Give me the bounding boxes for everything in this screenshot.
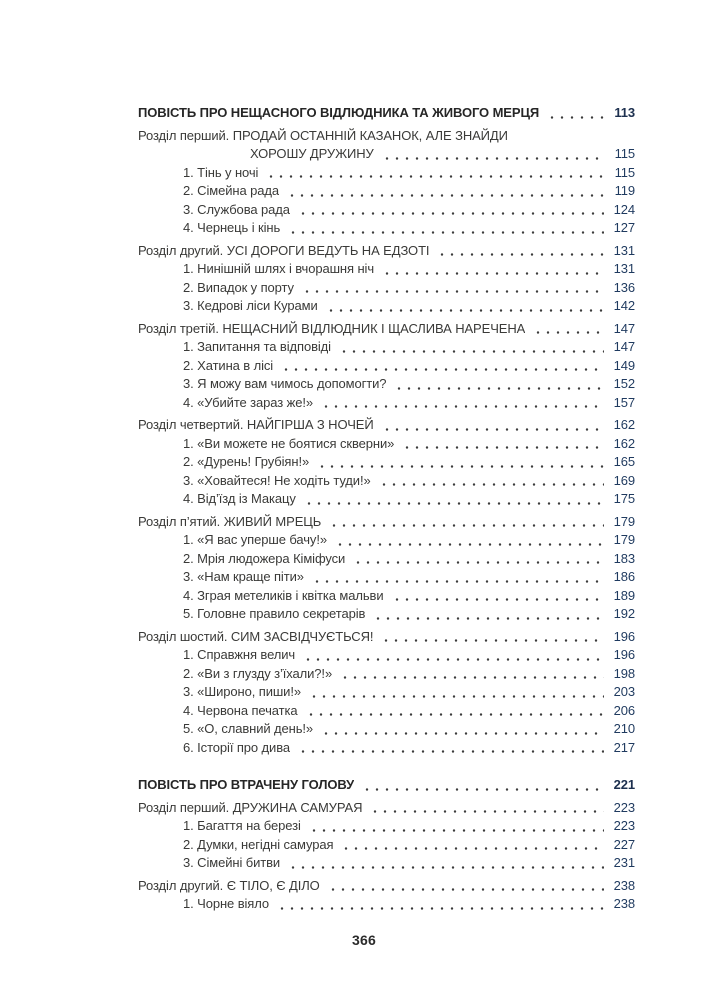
entry-page-number: 136 xyxy=(613,279,635,295)
toc-item-entry[interactable] xyxy=(138,219,635,238)
entry-title: 2. Сімейна рада xyxy=(183,183,279,198)
dot-leader xyxy=(370,803,604,817)
toc-section-heading[interactable] xyxy=(138,776,635,795)
table-of-contents xyxy=(138,104,635,914)
entry-page-number: 142 xyxy=(613,298,635,313)
entry-page-number: 169 xyxy=(613,472,635,488)
entry-page-number: 203 xyxy=(613,684,635,699)
dot-leader xyxy=(402,439,604,453)
entry-title: Розділ п’ятий. ЖИВИЙ МРЕЦЬ xyxy=(138,513,322,529)
toc-item-entry[interactable] xyxy=(138,568,635,587)
entry-page-number: 119 xyxy=(614,183,635,198)
entry-page-number: 238 xyxy=(613,877,635,893)
dot-leader xyxy=(312,573,604,587)
dot-leader xyxy=(309,688,604,702)
dot-leader xyxy=(394,380,604,394)
dot-leader xyxy=(329,517,604,531)
entry-page-number: 221 xyxy=(613,777,635,792)
entry-title: 4. Чернець і кінь xyxy=(183,220,281,235)
toc-item-entry[interactable] xyxy=(138,587,635,606)
entry-title: 1. «Ви можете не боятися скверни» xyxy=(183,435,395,451)
dot-leader xyxy=(382,265,604,279)
toc-item-entry[interactable] xyxy=(138,297,635,316)
entry-page-number: 165 xyxy=(613,454,635,469)
toc-chapter-entry[interactable] xyxy=(138,320,635,339)
toc-item-entry[interactable] xyxy=(138,739,635,758)
entry-page-number: 198 xyxy=(613,665,635,681)
toc-item-entry[interactable] xyxy=(138,720,635,739)
entry-page-number: 223 xyxy=(613,799,635,815)
entry-page-number: 175 xyxy=(613,491,635,506)
dot-leader xyxy=(298,743,604,757)
entry-title: 4. Від’їзд із Макацу xyxy=(183,491,296,506)
dot-leader xyxy=(547,109,604,123)
dot-leader xyxy=(304,495,604,509)
toc-item-entry[interactable] xyxy=(138,394,635,413)
entry-page-number: 162 xyxy=(613,417,635,432)
entry-title: 3. Я можу вам чимось допомогти? xyxy=(183,376,387,391)
toc-item-entry[interactable] xyxy=(138,453,635,472)
dot-leader xyxy=(266,168,604,182)
dot-leader xyxy=(281,361,604,375)
dot-leader xyxy=(340,669,604,683)
entry-page-number: 115 xyxy=(614,164,635,180)
toc-chapter-entry[interactable] xyxy=(138,628,635,647)
toc-chapter-entry[interactable] xyxy=(138,513,635,532)
dot-leader xyxy=(309,822,604,836)
dot-leader xyxy=(437,246,604,260)
dot-leader xyxy=(339,343,604,357)
entry-page-number: 196 xyxy=(613,647,635,662)
entry-title: ХОРОШУ ДРУЖИНУ xyxy=(250,146,374,161)
dot-leader xyxy=(328,881,604,895)
dot-leader xyxy=(287,187,604,201)
toc-item-entry[interactable] xyxy=(138,182,635,201)
entry-title: 3. «Нам краще піти» xyxy=(183,569,304,584)
entry-page-number: 223 xyxy=(613,818,635,833)
entry-page-number: 152 xyxy=(613,376,635,391)
dot-leader xyxy=(302,283,604,297)
entry-title: 1. Багаття на березі xyxy=(183,818,301,833)
entry-page-number: 115 xyxy=(614,146,635,161)
entry-page-number: 179 xyxy=(613,513,635,529)
entry-title: 1. Чорне віяло xyxy=(183,896,269,911)
entry-page-number: 127 xyxy=(613,220,635,235)
entry-title: 2. Випадок у порту xyxy=(183,279,294,295)
entry-title: 3. Сімейні битви xyxy=(183,855,281,870)
entry-title: Розділ четвертий. НАЙГІРША З НОЧЕЙ xyxy=(138,417,374,432)
entry-title: 4. Зграя метеликів і квітка мальви xyxy=(183,587,384,603)
entry-page-number: 147 xyxy=(613,339,635,354)
dot-leader xyxy=(379,476,604,490)
entry-title: Розділ шостий. СИМ ЗАСВІДЧУЄТЬСЯ! xyxy=(138,628,374,644)
dot-leader xyxy=(382,421,604,435)
toc-chapter-entry-continuation[interactable] xyxy=(138,145,635,164)
entry-page-number: 131 xyxy=(613,242,635,258)
toc-item-entry[interactable] xyxy=(138,895,635,914)
entry-title: 1. Запитання та відповіді xyxy=(183,339,331,354)
dot-leader xyxy=(373,610,604,624)
dot-leader xyxy=(321,398,604,412)
toc-item-entry[interactable] xyxy=(138,665,635,684)
toc-chapter-entry[interactable] xyxy=(138,416,635,435)
toc-item-entry[interactable] xyxy=(138,279,635,298)
toc-item-entry[interactable] xyxy=(138,646,635,665)
dot-leader xyxy=(317,458,604,472)
toc-item-entry[interactable] xyxy=(138,605,635,624)
dot-leader xyxy=(353,554,604,568)
toc-item-entry[interactable] xyxy=(138,531,635,550)
entry-page-number: 186 xyxy=(613,569,635,584)
entry-page-number: 149 xyxy=(613,357,635,373)
entry-title: Розділ третій. НЕЩАСНИЙ ВІДЛЮДНИК І ЩАСЛИВА НАРЕЧЕНА xyxy=(138,320,526,336)
dot-leader xyxy=(288,859,604,873)
entry-title: 2. Мрія людожера Кіміфуси xyxy=(183,550,346,566)
entry-title: 1. «Я вас уперше бачу!» xyxy=(183,532,327,547)
entry-title: Розділ другий. УСІ ДОРОГИ ВЕДУТЬ НА ЕДЗОТІ xyxy=(138,242,430,258)
entry-title: 4. Червона печатка xyxy=(183,702,298,718)
entry-page-number: 238 xyxy=(613,896,635,911)
footer-page-number: 366 xyxy=(352,932,376,948)
entry-title: 6. Історії про дива xyxy=(183,739,290,755)
toc-item-entry[interactable] xyxy=(138,164,635,183)
entry-page-number: 162 xyxy=(613,435,635,451)
entry-title: 1. Тінь у ночі xyxy=(183,164,259,180)
entry-page-number: 210 xyxy=(613,721,635,736)
entry-page-number: 196 xyxy=(613,628,635,644)
entry-title: 3. Службова рада xyxy=(183,201,290,217)
dot-leader xyxy=(335,536,604,550)
dot-leader xyxy=(533,324,604,338)
entry-title: 2. «Дурень! Грубіян!» xyxy=(183,454,310,469)
entry-title: Розділ перший. ДРУЖИНА САМУРАЯ xyxy=(138,799,363,815)
dot-leader xyxy=(306,706,604,720)
dot-leader xyxy=(288,224,604,238)
entry-title: Розділ перший. ПРОДАЙ ОСТАННІЙ КАЗАНОК, АЛЕ ЗНАЙДИ xyxy=(138,127,508,143)
entry-title: 3. «Ховайтеся! Не ходіть туди!» xyxy=(183,472,371,488)
entry-title: 4. «Убийте зараз же!» xyxy=(183,394,314,410)
toc-item-entry[interactable] xyxy=(138,472,635,491)
entry-page-number: 206 xyxy=(613,702,635,718)
dot-leader xyxy=(326,302,604,316)
entry-title: Розділ другий. Є ТІЛО, Є ДІЛО xyxy=(138,877,320,893)
toc-item-entry[interactable] xyxy=(138,260,635,279)
entry-title: ПОВІСТЬ ПРО НЕЩАСНОГО ВІДЛЮДНИКА ТА ЖИВОГО МЕРЦЯ xyxy=(138,105,540,120)
toc-item-entry[interactable] xyxy=(138,550,635,569)
dot-leader xyxy=(277,900,604,914)
entry-title: 1. Нинішній шлях і вчорашня ніч xyxy=(183,261,374,276)
entry-page-number: 113 xyxy=(614,105,635,120)
toc-chapter-entry[interactable] xyxy=(138,799,635,818)
entry-title: 3. Кедрові ліси Курами xyxy=(183,298,318,313)
toc-item-entry[interactable] xyxy=(138,683,635,702)
page-footer xyxy=(0,932,728,948)
entry-title: 2. «Ви з глузду з’їхали?!» xyxy=(183,665,333,681)
entry-page-number: 147 xyxy=(613,320,635,336)
toc-item-entry[interactable] xyxy=(138,854,635,873)
entry-page-number: 157 xyxy=(613,394,635,410)
entry-title: 2. Хатина в лісі xyxy=(183,357,274,373)
entry-page-number: 124 xyxy=(613,201,635,217)
entry-title: 5. «О, славний день!» xyxy=(183,721,314,736)
entry-page-number: 217 xyxy=(613,739,635,755)
toc-item-entry[interactable] xyxy=(138,375,635,394)
dot-leader xyxy=(362,781,604,795)
entry-page-number: 131 xyxy=(613,261,635,276)
toc-item-entry[interactable] xyxy=(138,836,635,855)
entry-page-number: 231 xyxy=(613,855,635,870)
entry-title: 1. Справжня велич xyxy=(183,647,296,662)
entry-title: 3. «Широно, пиши!» xyxy=(183,684,301,699)
toc-item-entry[interactable] xyxy=(138,338,635,357)
entry-page-number: 183 xyxy=(613,550,635,566)
dot-leader xyxy=(303,651,604,665)
toc-item-entry[interactable] xyxy=(138,357,635,376)
toc-section-heading[interactable] xyxy=(138,104,635,123)
toc-item-entry[interactable] xyxy=(138,201,635,220)
entry-title: ПОВІСТЬ ПРО ВТРАЧЕНУ ГОЛОВУ xyxy=(138,777,355,792)
dot-leader xyxy=(298,205,604,219)
toc-item-entry[interactable] xyxy=(138,702,635,721)
dot-leader xyxy=(382,150,604,164)
dot-leader xyxy=(392,591,605,605)
toc-chapter-entry[interactable] xyxy=(138,242,635,261)
dot-leader xyxy=(381,632,604,646)
dot-leader xyxy=(321,725,604,739)
entry-page-number: 227 xyxy=(613,836,635,852)
entry-page-number: 179 xyxy=(613,532,635,547)
dot-leader xyxy=(341,840,604,854)
toc-item-entry[interactable] xyxy=(138,435,635,454)
toc-chapter-entry[interactable] xyxy=(138,127,635,146)
entry-title: 5. Головне правило секретарів xyxy=(183,606,366,621)
entry-title: 2. Думки, негідні самурая xyxy=(183,836,334,852)
entry-page-number: 192 xyxy=(613,606,635,621)
toc-chapter-entry[interactable] xyxy=(138,877,635,896)
toc-item-entry[interactable] xyxy=(138,490,635,509)
entry-page-number: 189 xyxy=(613,587,635,603)
toc-item-entry[interactable] xyxy=(138,817,635,836)
